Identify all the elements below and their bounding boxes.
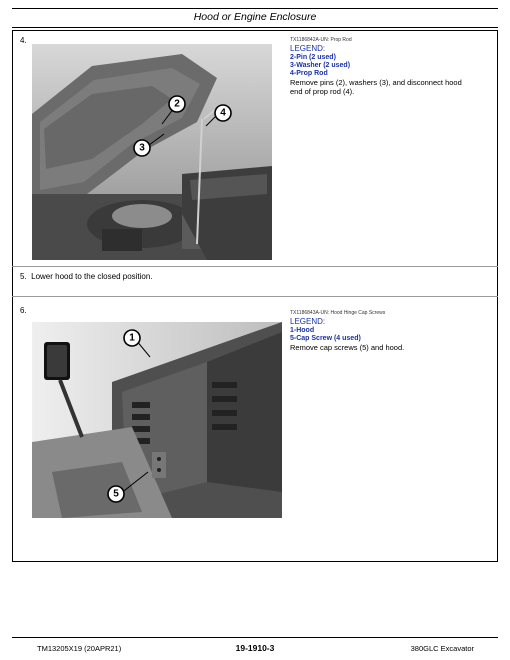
step-divider xyxy=(12,266,498,267)
step-5-text: Lower hood to the closed position. xyxy=(31,272,153,281)
step-6-photo xyxy=(32,322,282,518)
svg-text:2: 2 xyxy=(174,98,180,110)
footer-rule xyxy=(12,637,498,638)
step-4-legend-item: 4-Prop Rod xyxy=(290,70,328,77)
step-6-legend-title: LEGEND: xyxy=(290,317,326,326)
svg-text:5: 5 xyxy=(113,488,119,500)
header-rule xyxy=(12,27,498,28)
step-4-legend-item: 3-Washer (2 used) xyxy=(290,62,351,69)
step-6-number: 6. xyxy=(20,306,27,315)
step-4-caption: TX1186842A-UN: Prop Rod xyxy=(290,37,352,43)
step-5-text-wrap xyxy=(20,272,153,281)
step-4-legend-title: LEGEND: xyxy=(290,44,326,53)
callout-2 xyxy=(169,96,185,112)
callout-4 xyxy=(215,105,231,121)
callout-3 xyxy=(134,140,150,156)
step-6-legend-item: 1-Hood xyxy=(290,327,315,334)
step-divider xyxy=(12,296,498,297)
footer-doc-id: TM13205X19 (20APR21) xyxy=(37,644,122,653)
page-title: Hood or Engine Enclosure xyxy=(193,11,317,23)
step-6-legend-item: 5-Cap Screw (4 used) xyxy=(290,335,361,342)
step-5-number: 5. xyxy=(20,272,27,281)
step-4-number: 4. xyxy=(20,36,27,45)
callout-5 xyxy=(108,486,124,502)
step-6-text: Remove cap screws (5) and hood. xyxy=(290,343,405,352)
callout-1 xyxy=(124,330,140,346)
top-rule xyxy=(12,8,498,9)
svg-text:3: 3 xyxy=(139,142,145,154)
step-4-legend-item: 2-Pin (2 used) xyxy=(290,54,336,61)
step-6-caption: TX1186843A-UN: Hood Hinge Cap Screws xyxy=(290,310,386,316)
svg-text:4: 4 xyxy=(220,107,226,119)
svg-text:1: 1 xyxy=(129,332,135,344)
step-4-text: Remove pins (2), washers (3), and disconnect hood end of prop rod (4). xyxy=(290,78,462,96)
footer-page-number: 19-1910-3 xyxy=(235,643,275,653)
step-4-photo xyxy=(32,44,272,260)
footer-model: 380GLC Excavator xyxy=(410,644,474,653)
